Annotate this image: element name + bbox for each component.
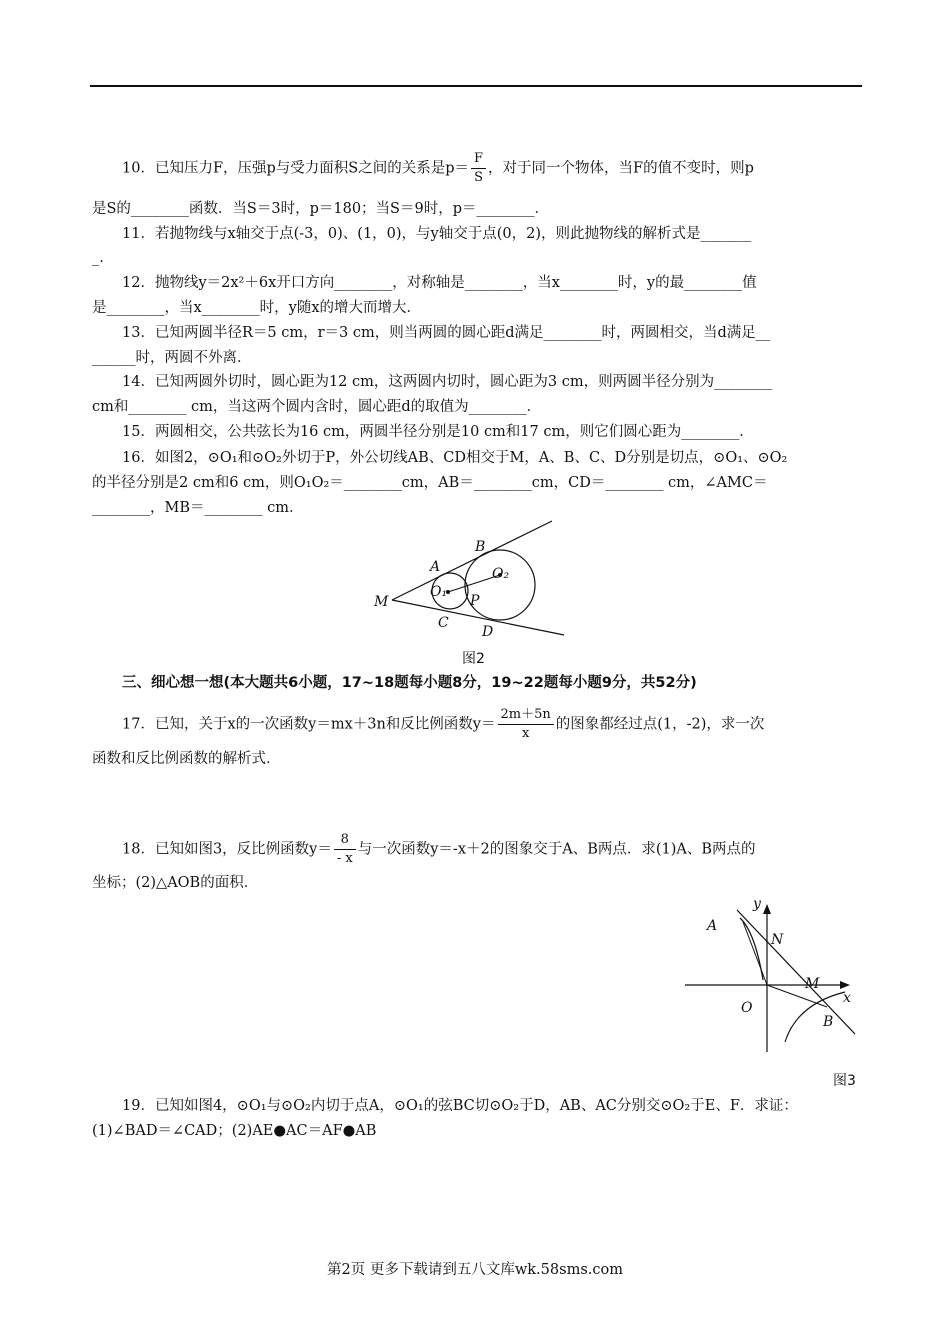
q13-line1: 13．已知两圆半径R＝5 cm，r＝3 cm，则当两圆的圆心距d满足________时，两圆相交，当d满足__ (122, 325, 771, 341)
q19-line2: (1)∠BAD＝∠CAD；(2)AE●AC＝AF●AB (92, 1123, 377, 1139)
section-3-title: 三、细心想一想(本大题共6小题，17~18题每小题8分，19~22题每小题9分，共52分) (122, 675, 697, 691)
label-D: D (482, 624, 494, 640)
line-y-neg-x-plus-2 (737, 910, 855, 1034)
q11-line2: _． (92, 250, 114, 266)
q18-frac-num: 8 (334, 831, 356, 850)
figure-3-caption: 图3 (833, 1073, 856, 1089)
q18-fraction (334, 831, 356, 868)
q19-line1: 19．已知如图4，⊙O₁与⊙O₂内切于点A，⊙O₁的弦BC切⊙O₂于D，AB、AC分别交⊙O₂于E、F．求证： (122, 1098, 798, 1114)
label-A: A (430, 559, 441, 575)
q17-fraction (498, 706, 554, 743)
hyperbola-branch-upper-left (740, 918, 763, 980)
q10-line2: 是S的________函数．当S＝3时，p＝180；当S＝9时，p＝________． (92, 201, 549, 217)
q15-line1: 15．两圆相交，公共弦长为16 cm，两圆半径分别是10 cm和17 cm，则它们圆心距为________． (122, 424, 754, 440)
q10-frac-den: S (474, 170, 483, 185)
q16-line2: 的半径分别是2 cm和6 cm，则O₁O₂＝________cm，AB＝________cm，CD＝________ cm，∠AMC＝ (92, 475, 768, 491)
label-B: B (823, 1014, 834, 1030)
hyperbola-branch-lower-right (785, 992, 845, 1042)
q17-frac-den: x (521, 726, 530, 741)
q18-text-a: 18．已知如图3，反比例函数y＝ (122, 841, 332, 858)
figure-2-caption: 图2 (462, 651, 485, 667)
q17-text-a: 17．已知，关于x的一次函数y＝mx＋3n和反比例函数y＝ (122, 716, 496, 733)
q17-line1 (122, 706, 764, 743)
q17-text-b: 的图象都经过点(1，-2)，求一次 (555, 716, 765, 733)
q11-line1: 11．若抛物线与x轴交于点(-3，0)、(1，0)，与y轴交于点(0，2)，则此抛物线的解析式是_______ (122, 226, 752, 242)
label-A: A (707, 918, 718, 934)
label-O1: O₁ (430, 584, 448, 600)
label-M: M (374, 594, 389, 610)
q17-frac-num: 2m＋5n (498, 706, 554, 725)
q14-line2: cm和________ cm，当这两个圆内含时，圆心距d的取值为________． (92, 399, 542, 415)
q18-frac-den: - x (336, 851, 353, 866)
q18-line2: 坐标；(2)△AOB的面积． (92, 875, 259, 891)
figure-2-diagram (360, 515, 580, 650)
tangent-line-MB (392, 521, 552, 600)
q14-line1: 14．已知两圆外切时，圆心距为12 cm，这两圆内切时，圆心距为3 cm，则两圆半径分别为________ (122, 374, 773, 390)
q10-frac-num: F (471, 150, 486, 169)
q16-line1: 16．如图2，⊙O₁和⊙O₂外切于P，外公切线AB、CD相交于M，A、B、C、D分别是切点，⊙O₁、⊙O₂ (122, 450, 788, 466)
label-P: P (470, 593, 480, 609)
q10-text-a: 10．已知压力F，压强p与受力面积S之间的关系是p＝ (122, 160, 470, 177)
segment-OA (743, 922, 767, 985)
label-C: C (438, 615, 449, 631)
label-x-axis: x (843, 990, 851, 1006)
q13-line2: ______时，两圆不外离． (92, 350, 252, 366)
label-B: B (475, 539, 486, 555)
label-N: N (771, 932, 784, 948)
q17-line2: 函数和反比例函数的解析式． (92, 751, 281, 767)
figure-3-diagram (685, 892, 865, 1057)
page-footer: 第2页 更多下载请到五八文库wk.58sms.com (327, 1262, 623, 1278)
label-y-axis: y (753, 896, 761, 912)
q12-line2: 是________，当x________时，y随x的增大而增大． (92, 300, 422, 316)
q10-fraction (471, 150, 486, 187)
label-O2: O₂ (492, 566, 510, 582)
q10-line1 (122, 150, 754, 187)
q12-line1: 12．抛物线y＝2x²＋6x开口方向________，对称轴是________，当x________时，y的最________值 (122, 275, 757, 291)
header-rule (90, 85, 862, 87)
y-axis-arrow (763, 904, 771, 914)
label-O: O (741, 1000, 753, 1016)
q18-line1 (122, 831, 756, 868)
label-M: M (805, 976, 820, 992)
q10-text-b: ，对于同一个物体，当F的值不变时，则p (488, 160, 754, 177)
q16-line3: ________，MB＝________ cm． (92, 500, 304, 516)
x-axis-arrow (840, 981, 850, 989)
circle-O2 (465, 550, 535, 620)
q18-text-b: 与一次函数y＝-x＋2的图象交于A、B两点．求(1)A、B两点的 (357, 841, 756, 858)
